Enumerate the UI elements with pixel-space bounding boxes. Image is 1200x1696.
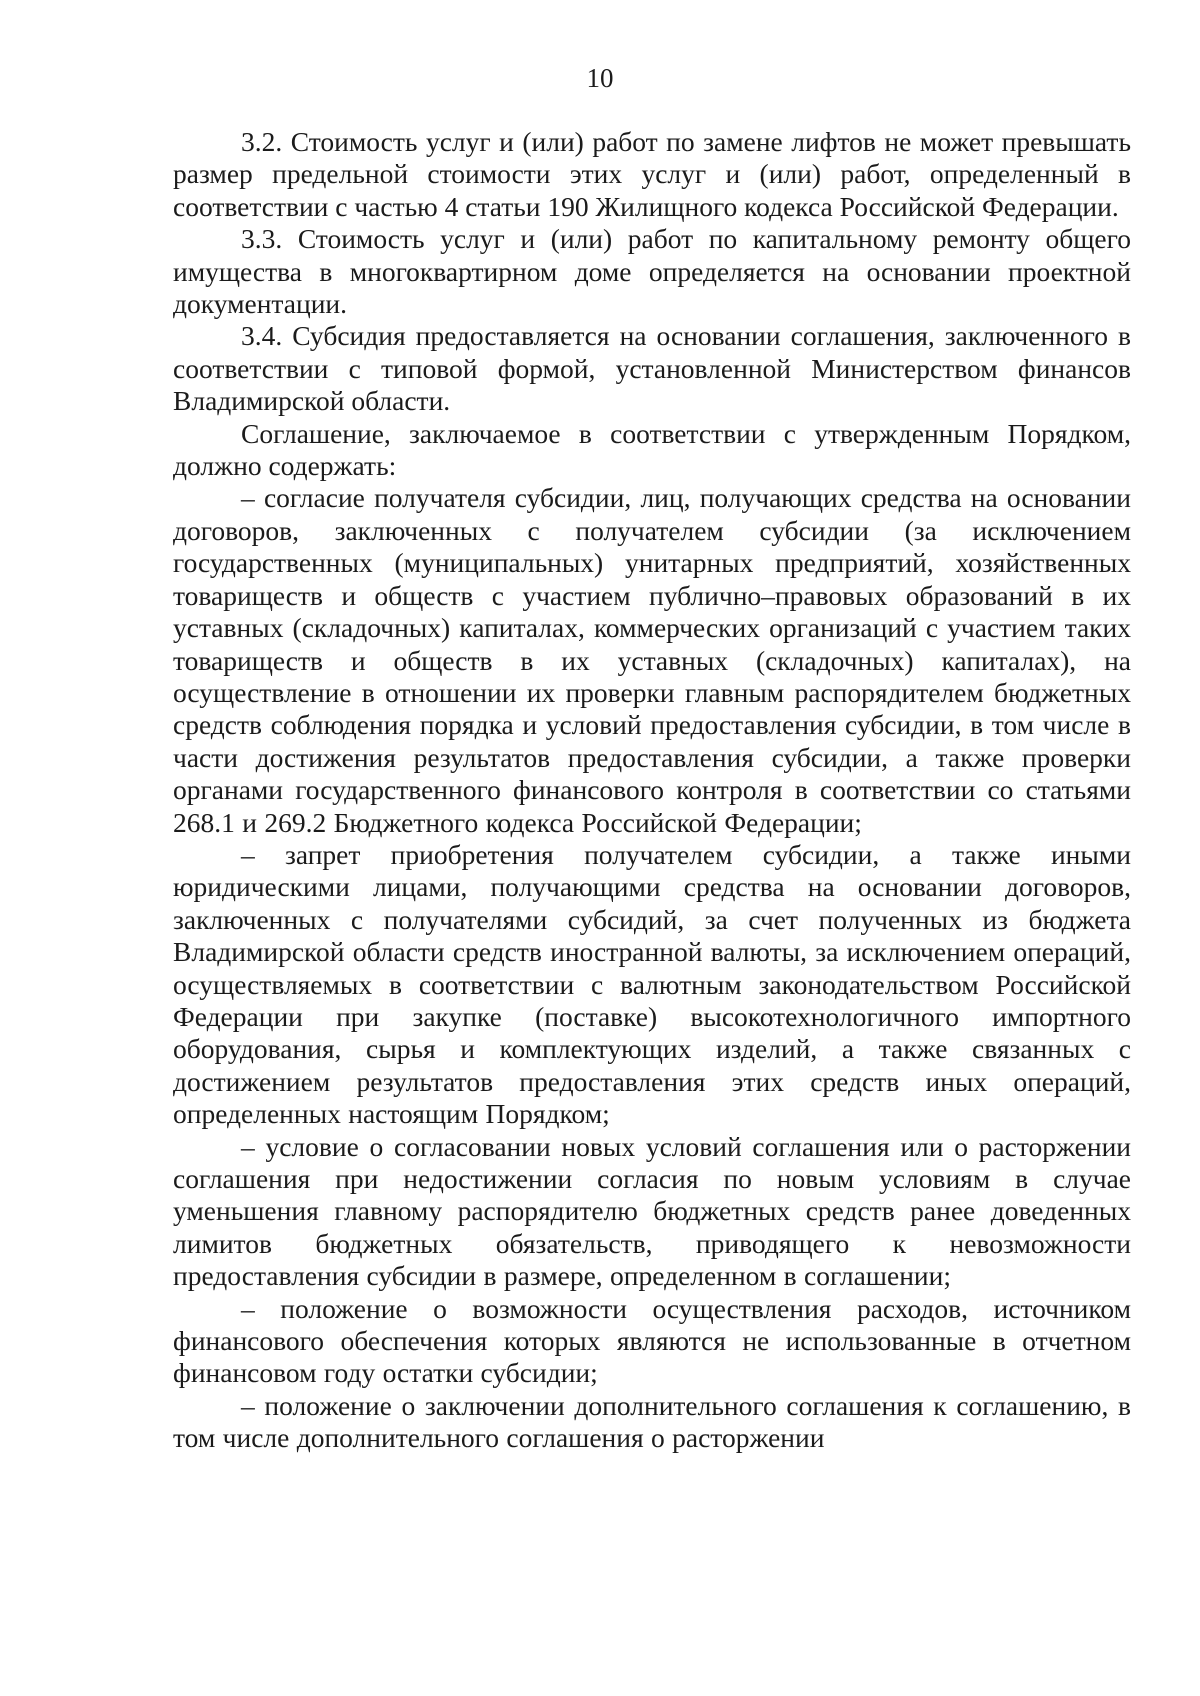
list-item-consent: – согласие получателя субсидии, лиц, получающих средства на основании договоров, заключенных с получателем субсидии (за исключением государственных (муниципальных) унитарных предприятий, хозяйственных товариществ и обществ с участием публично–правовых образований в их уставных (складочных) капиталах, коммерческих организаций с участием таких товариществ и обществ в их уставных (складочных) капиталах), на осуществление в отношении их проверки главным распорядителем бюджетных средств соблюдения порядка и условий предоставления субсидии, в том числе в части достижения результатов предоставления субсидии, а также проверки органами государственного финансового контроля в соответствии со статьями 268.1 и 269.2 Бюджетного кодекса Российской Федерации; — [173, 482, 1131, 838]
paragraph-3-3: 3.3. Стоимость услуг и (или) работ по капитальному ремонту общего имущества в многоквартирном доме определяется на основании проектной документации. — [173, 223, 1131, 320]
list-item-new-conditions: – условие о согласовании новых условий соглашения или о расторжении соглашения при недостижении согласия по новым условиям в случае уменьшения главному распорядителю бюджетных средств ранее доведенных лимитов бюджетных обязательств, приводящего к невозможности предоставления субсидии в размере, определенном в соглашении; — [173, 1130, 1131, 1292]
list-item-additional-agreement: – положение о заключении дополнительного соглашения к соглашению, в том числе дополнительного соглашения о расторжении — [173, 1389, 1131, 1454]
document-body — [173, 126, 1131, 1455]
agreement-intro-paragraph: Соглашение, заключаемое в соответствии с утвержденным Порядком, должно содержать: — [173, 417, 1131, 482]
paragraph-3-4: 3.4. Субсидия предоставляется на основании соглашения, заключенного в соответствии с типовой формой, установленной Министерством финансов Владимирской области. — [173, 320, 1131, 417]
list-item-unused-balances: – положение о возможности осуществления расходов, источником финансового обеспечения которых являются не использованные в отчетном финансовом году остатки субсидии; — [173, 1292, 1131, 1389]
paragraph-3-2: 3.2. Стоимость услуг и (или) работ по замене лифтов не может превышать размер предельной стоимости этих услуг и (или) работ, определенный в соответствии с частью 4 статьи 190 Жилищного кодекса Российской Федерации. — [173, 126, 1131, 222]
page-number: 10 — [586, 63, 614, 93]
list-item-currency-ban: – запрет приобретения получателем субсидии, а также иными юридическими лицами, получающими средства на основании договоров, заключенных с получателями субсидий, за счет полученных из бюджета Владимирской области средств иностранной валюты, за исключением операций, осуществляемых в соответствии с валютным законодательством Российской Федерации при закупке (поставке) высокотехнологичного импортного оборудования, сырья и комплектующих изделий, а также связанных с достижением результатов предоставления этих средств иных операций, определенных настоящим Порядком; — [173, 838, 1131, 1130]
